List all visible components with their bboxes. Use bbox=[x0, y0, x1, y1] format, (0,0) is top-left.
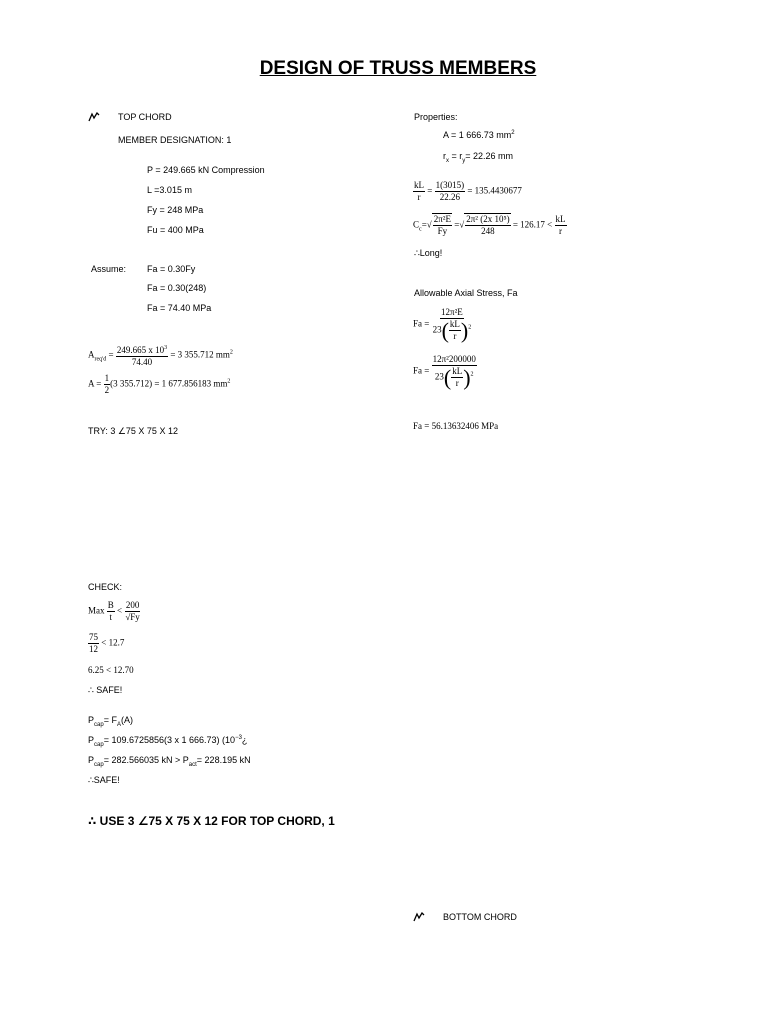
given-fy: Fy = 248 MPa bbox=[147, 205, 204, 215]
trial-section: TRY: 3 ∠75 X 75 X 12 bbox=[88, 426, 178, 436]
area-half-equation: A = $\frac{1}{2}$ (3 355.712) = 1 677.856183 $mm^2$ bbox=[88, 373, 231, 395]
slenderness-equation: $\frac{kL}{r}$ = $\frac{1(3015)}{22.26}$ = 135.4430677 bbox=[414, 180, 522, 202]
property-area: A = 1 666.73 $mm^2$ bbox=[443, 130, 515, 140]
cc-equation: $C_c=√$ $\frac{\text{2π²E}}{Fy}$ =√ $\frac{\text{2π² (2x 10⁵)}}{248}$ = 126.17 < $\frac{kL}{r}$ bbox=[413, 214, 566, 236]
pcap-result: $P_{cap}= 282.566035$ kN > $P_{act}= 228.195$ kN bbox=[88, 755, 251, 768]
allowable-stress-label: Allowable Axial Stress, Fa bbox=[414, 288, 518, 298]
assume-2: Fa = 0.30(248) bbox=[147, 283, 207, 293]
page-title: DESIGN OF TRUSS MEMBERS bbox=[259, 58, 537, 79]
assume-3: Fa = 74.40 MPa bbox=[147, 303, 212, 313]
given-fu: Fu = 400 MPa bbox=[147, 225, 204, 235]
conclusion: ∴ USE 3 ∠75 X 75 X 12 FOR TOP CHORD, 1 bbox=[88, 814, 335, 828]
safe-2: ∴SAFE! bbox=[88, 775, 120, 785]
fa-result: Fa = 56.13632406 MPa bbox=[413, 421, 499, 431]
safe-1: ∴ SAFE! bbox=[88, 685, 123, 695]
long-column: ∴Long! bbox=[414, 248, 443, 258]
pcap-formula: $P_{cap}= F_A(A)$ bbox=[88, 715, 133, 728]
check-label: CHECK: bbox=[88, 582, 123, 592]
ratio-compare: $\frac{75}{12}$ < 12.7 bbox=[89, 632, 125, 654]
fa-substitution: Fa = 12π²200000 23( $\frac{kL}{r}$ )$^2$ bbox=[413, 354, 476, 390]
width-thickness-check: Max $\frac{B}{t}$ < $\frac{200}{√Fy}$ bbox=[88, 600, 140, 622]
given-p: P = 249.665 kN Compression bbox=[147, 165, 265, 175]
member-designation: MEMBER DESIGNATION: 1 bbox=[118, 135, 232, 145]
section-bottom-chord: BOTTOM CHORD bbox=[443, 912, 517, 922]
property-radius: $r_x = r_y= 22.26$ mm bbox=[443, 151, 514, 164]
ratio-compare-result: 6.25 < 12.70 bbox=[88, 665, 134, 675]
assume-label: Assume: bbox=[91, 264, 127, 274]
assume-1: Fa = 0.30Fy bbox=[147, 264, 196, 274]
area-required-equation: $A_{req'd}$ = $\frac{249.665 x 10^3}{74.40}$ = 3 355.712 $mm^2$ bbox=[88, 345, 233, 367]
pen-bullet-icon bbox=[413, 912, 425, 924]
given-l: L =3.015 m bbox=[147, 185, 192, 195]
fa-formula: Fa = 12π²E 23( $\frac{kL}{r}$ )$^2$ bbox=[413, 307, 472, 343]
properties-label: Properties: bbox=[414, 112, 458, 122]
section-top-chord: TOP CHORD bbox=[118, 112, 172, 122]
pen-bullet-icon bbox=[88, 112, 100, 124]
pcap-substitution: $P_{cap}= 109.6725856(3$ x 1 666.73) ($10^{-3}¿$ bbox=[88, 735, 248, 748]
